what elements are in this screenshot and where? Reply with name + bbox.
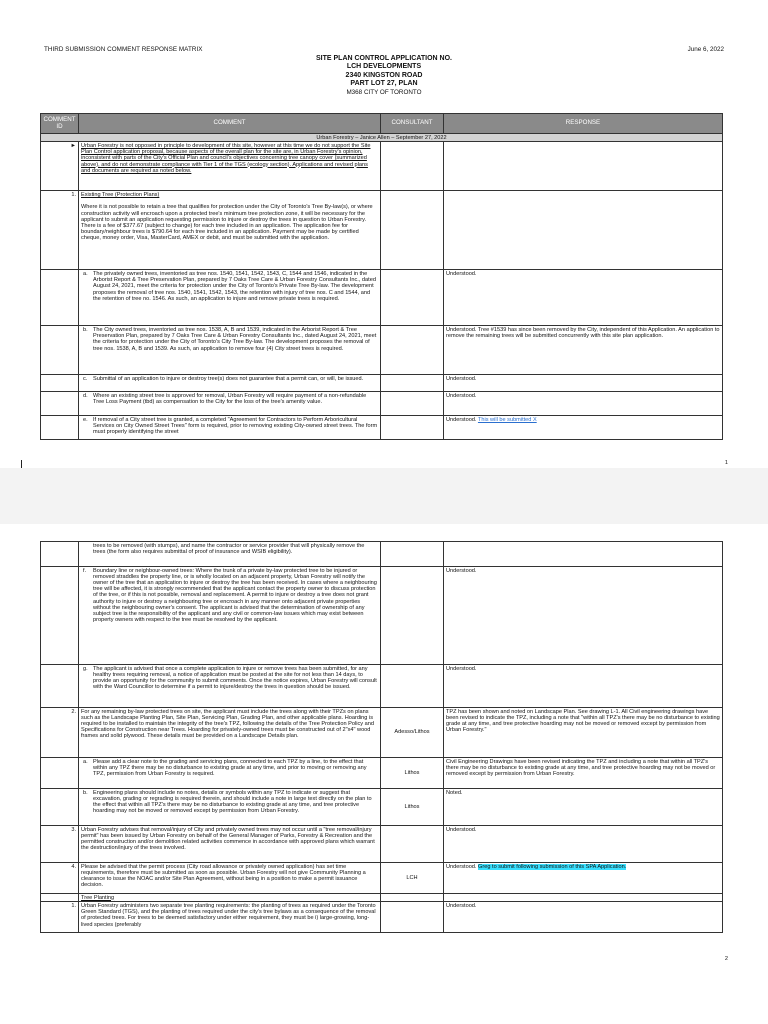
response-cell: Understood.: [444, 392, 723, 416]
comment-cell: [79, 758, 381, 789]
comment-id: [41, 789, 79, 826]
comment-id: [41, 567, 79, 665]
comment-cell: [79, 375, 381, 392]
response-text: Understood.: [446, 863, 477, 870]
comment-id: [41, 392, 79, 416]
table-header-row: [41, 114, 723, 134]
item-title: Existing Tree (Protection Plans): [81, 191, 160, 198]
sub-comment: Submittal of an application to injure or destroy tree(s) does not guarantee that a permit can, or will, be issued.: [93, 375, 364, 382]
text-cursor: [21, 460, 22, 468]
response-cell: [444, 191, 723, 270]
consultant-cell: [381, 392, 444, 416]
section-subtitle: Tree Planting: [79, 894, 381, 902]
consultant-cell: [381, 826, 444, 863]
consultant-cell: [381, 567, 444, 665]
response-text: Understood.: [446, 416, 477, 423]
table-row: [41, 567, 723, 665]
comment-id: 1.: [41, 902, 79, 933]
comment-response-table: [40, 113, 723, 440]
table-row: [41, 542, 723, 567]
highlighted-response: Greg to submit following submission of this SPA Application.: [478, 863, 627, 870]
intro-marker: ►: [41, 142, 79, 191]
comment-id: [41, 665, 79, 708]
sub-comment: Engineering plans should include no notes, details or symbols within any TPZ to indicate or suggest that excavation, grading or regrading is required therein, and should include a note in large text directly on the plan to the effect that within all TPZ's there may be no disturbance to existing grade at any time, and tree protective hoarding may not be moved or removed except by permission from Urban Forestry.: [93, 789, 372, 815]
response-cell: Understood. Tree #1539 has since been removed by the City, independent of this Application. An application to remove the remaining trees will be submitted concurrently with this site plan application.: [444, 326, 723, 375]
comment-cell: Urban Forestry administers two separate tree planting requirements: the planting of trees as required under the Toronto Green Standard (TGS), and the planting of trees required under the city's tree bylaws as a consequence of the removal of protected trees. For trees to be deemed satisfactory under either requirement, they must be i) large-growing, long-lived species (preferably: [79, 902, 381, 933]
comment-cell: [79, 567, 381, 665]
comment-id: 3.: [41, 826, 79, 863]
header-line-3: 2340 KINGSTON ROAD: [345, 71, 423, 79]
header-line-2: LCH DEVELOPMENTS: [346, 63, 422, 71]
sub-letter: g.: [83, 665, 88, 672]
table-row: [41, 326, 723, 375]
response-cell: Understood.: [444, 567, 723, 665]
comment-id: [41, 894, 79, 902]
consultant-cell: [381, 270, 444, 326]
consultant-cell: [381, 665, 444, 708]
comment-id: 4.: [41, 863, 79, 894]
consultant-cell: [381, 902, 444, 933]
document-page-1: [0, 0, 768, 468]
comment-cell: [79, 191, 381, 270]
consultant-cell: [381, 416, 444, 440]
response-cell: [444, 863, 723, 894]
table-row: [41, 270, 723, 326]
comment-cell: Please be advised that the permit process (City road allowance or privately owned application) has set time requirements, therefore must be submitted as soon as possible. Urban Forestry will not give Community Planning a clearance to issue the NOAC and/or Site Plan Agreement, without being in a position to make a permit issuance decision.: [79, 863, 381, 894]
consultant-cell: [381, 326, 444, 375]
response-cell: [444, 894, 723, 902]
sub-comment: Please add a clear note to the grading and servicing plans, connected to each TPZ by a line, to the effect that within any TPZ there may be no disturbance to existing grade at any time, and prior to moving or removing any TPZ, permission from Urban Forestry is required.: [93, 758, 367, 777]
sub-letter: c.: [83, 375, 88, 382]
consultant-cell: [381, 542, 444, 567]
table-row: [41, 894, 723, 902]
sub-comment: The City owned trees, inventoried as tree nos. 1538, A, B and 1539, indicated in the Arborist Report & Tree Preservation Plan, prepared by 7 Oaks Tree Care & Urban Forestry Consultants Inc., dated August 24, 2021, meet the criteria for protection under the City of Toronto's City Tree By-law. The development proposes the removal of tree nos. 1538, A, B and 1539. As such, an application to remove four (4) City street trees is required.: [93, 326, 377, 352]
sub-letter: a.: [83, 758, 88, 765]
response-cell: Understood.: [444, 826, 723, 863]
header-line-5: M368 CITY OF TORONTO: [346, 88, 422, 96]
table-row: [41, 863, 723, 894]
consultant-cell: Lithos: [381, 789, 444, 826]
comment-id: [41, 270, 79, 326]
comment-cell: [79, 270, 381, 326]
response-cell: Understood.: [444, 375, 723, 392]
comment-cell: [79, 665, 381, 708]
sub-comment: The applicant is advised that once a complete application to injure or remove trees has been submitted, for any healthy trees requiring removal, a notice of application must be posted at the site for not less than 14 days, to provide an opportunity for the community to submit comments. Once the notice expires, Urban Forestry will consult with the Ward Councillor to determine if a permit to injure/destroy the trees in question should be issued.: [93, 665, 377, 691]
table-row: [41, 789, 723, 826]
page-gap: [0, 468, 768, 524]
sub-letter: f.: [83, 567, 87, 574]
item-body: Where it is not possible to retain a tree that qualifies for protection under the City of Toronto's Tree By-law(s), or where construction activity will encroach upon a protected tree's minimum tree protection zone, it will be necessary for the applicant to submit an application requesting permission to injure or destroy the trees in question to Urban Forestry. There is a fee of $377.67 (subject to change) for each tree included in an application. The application fee for boundary/neighbour trees is $790.64 for each tree included in an application. Payment may be made by certified cheque, money order, Visa, MasterCard, AMEX or debit, and must be submitted with the application.: [81, 204, 373, 242]
table-row: [41, 708, 723, 758]
column-header-response: RESPONSE: [444, 114, 723, 134]
consultant-cell: Adesso/Lithos: [381, 708, 444, 758]
consultant-cell: LCH: [381, 863, 444, 894]
response-cell: Noted.: [444, 789, 723, 826]
response-cell: TPZ has been shown and noted on Landscape Plan. See drawing L-1. All Civil engineering drawings have been revised to indicate the TPZ, including a note that "within all TPZ's there may be no disturbance to existing grade at any time, and tree protective hoarding may not be moved or removed except by permission from Urban Forestry.": [444, 708, 723, 758]
sub-letter: b.: [83, 789, 88, 796]
comment-response-table-continued: [40, 541, 723, 933]
response-cell: Civil Engineering Drawings have been revised indicating the TPZ and including a note that within all TPZ's there may be no disturbance to existing grade at any time, and tree protective hoarding may not be moved or removed except by permission from Urban Forestry.: [444, 758, 723, 789]
comment-id: [41, 758, 79, 789]
table-row: [41, 191, 723, 270]
sub-letter: e.: [83, 416, 88, 423]
comment-cell: [79, 392, 381, 416]
column-header-comment-id: COMMENT ID: [41, 114, 79, 134]
intro-comment: Urban Forestry is not opposed in principle to development of this site, however at this time we do not support the Site Plan Control application proposal, because aspects of the overall plan for the site are, in Urban Forestry's opinion, inconsistent with parts of the City's Official Plan and council's objectives concerning tree canopy cover (summarized above), and do not demonstrate compliance with Tier 1 of the TGS (ecology section). Applications and revised plans and documents are required as noted below.: [79, 142, 381, 191]
sub-comment-continued: trees to be removed (with stumps), and name the contractor or service provider that will physically remove the trees (the form also requires submittal of proof of insurance and WSIB eligibility).: [93, 542, 365, 555]
sub-letter: b.: [83, 326, 88, 333]
response-cell: Understood.: [444, 902, 723, 933]
document-date: June 6, 2022: [687, 46, 724, 53]
document-title: THIRD SUBMISSION COMMENT RESPONSE MATRIX: [44, 46, 203, 53]
response-cell: [444, 416, 723, 440]
sub-comment: Where an existing street tree is approved for removal, Urban Forestry will require payment of a non-refundable Tree Loss Payment (tbd) as compensation to the City for the loss of the tree's amenity value.: [93, 392, 367, 406]
comment-id: [41, 326, 79, 375]
comment-id: [41, 542, 79, 567]
consultant-cell: Lithos: [381, 758, 444, 789]
comment-id: 2.: [41, 708, 79, 758]
table-row: [41, 665, 723, 708]
page-number: 2: [724, 956, 728, 962]
response-link[interactable]: This will be submitted X: [477, 416, 537, 423]
table-row: [41, 758, 723, 789]
consultant-cell: [381, 894, 444, 902]
response-cell: [444, 542, 723, 567]
comment-cell: For any remaining by-law protected trees on site, the applicant must include the trees along with their TPZs on plans such as the Landscape Planting Plan, Site Plan, Servicing Plan, Grading Plan, and other applicable plans. Hoarding is required to be installed to maintain the integrity of the tree's TPZ, following the details of the Tree Protection Policy and Specifications for Construction near Trees. Hoarding for privately-owned trees must be constructed out of 2"x4" wood frames and solid plywood. These details must be provided on a Landscape Details plan.: [79, 708, 381, 758]
sub-comment: The privately owned trees, inventoried as tree nos. 1540, 1541, 1542, 1543, C, 1544 and 1546, indicated in the Arborist Report & Tree Preservation Plan, prepared by 7 Oaks Tree Care & Urban Forestry Consultants Inc., dated August 24, 2021, meet the criteria for protection under the City of Toronto's Private Tree By-law. The development proposes the removal of tree nos. 1540, 1541, 1542, 1543, the retention with injury of tree nos. C and 1544, and the retention of tree no. 1546. As such, an application to injure and remove private trees is required.: [93, 270, 376, 302]
table-row: [41, 826, 723, 863]
section-title: Urban Forestry – Janice Allen – September 27, 2022: [41, 134, 723, 142]
comment-cell: [79, 789, 381, 826]
comment-cell: Urban Forestry advises that removal/injury of City and privately owned trees may not occur until a "tree removal/injury permit" has been issued by Urban Forestry on behalf of the General Manager of Parks, Forestry & Recreation and the permitted construction and/or demolition related activities commence in accordance with approved plans which warrant the destruction/injury of the trees involved.: [79, 826, 381, 863]
consultant-cell: [381, 375, 444, 392]
sub-comment: Boundary line or neighbour-owned trees: Where the trunk of a private by-law protected tree to be injured or removed straddles the property line, or is wholly located on an adjacent property, Urban Forestry will notify the owner of the tree that an application to injure or destroy the tree has been received. In cases where a neighbouring tree will be affected, it is strongly recommended that the applicant contact the property owner to discuss protection of the tree, or if this is not possible, removal and replacement. A permit to injure or destroy a tree does not grant authority to injure or destroy a neighbouring tree or encroach in any manner onto adjacent private properties without the neighbouring owner's consent. The applicant is advised that the determination of ownership of any subject tree is the responsibility of the applicant and any civil or common-law issues which may exist between property owners with respect to the tree must be resolved by the applicant.: [93, 567, 377, 624]
page-number: 1: [724, 460, 728, 466]
section-header-row: [41, 134, 723, 142]
application-header: [0, 55, 768, 97]
comment-cell: [79, 542, 381, 567]
table-row: [41, 392, 723, 416]
response-cell: Understood.: [444, 665, 723, 708]
consultant-cell: [381, 142, 444, 191]
table-row: [41, 142, 723, 191]
header-line-4: PART LOT 27, PLAN: [350, 80, 418, 88]
sub-comment: If removal of a City street tree is granted, a completed "Agreement for Contractors to Perform Arboricultural Services on City Owned Street Trees" form is required, prior to removing existing City-owned street trees. The form must properly identifying the street: [93, 416, 378, 436]
comment-cell: [79, 416, 381, 440]
column-header-comment: COMMENT: [79, 114, 381, 134]
column-header-consultant: CONSULTANT: [381, 114, 444, 134]
sub-letter: d.: [83, 392, 88, 399]
table-row: [41, 902, 723, 933]
comment-id: [41, 375, 79, 392]
response-cell: [444, 142, 723, 191]
response-cell: Understood.: [444, 270, 723, 326]
comment-id: 1.: [41, 191, 79, 270]
comment-cell: [79, 326, 381, 375]
sub-letter: a.: [83, 270, 88, 277]
table-row: [41, 416, 723, 440]
consultant-cell: [381, 191, 444, 270]
table-row: [41, 375, 723, 392]
header-line-1: SITE PLAN CONTROL APPLICATION NO.: [316, 55, 452, 62]
comment-id: [41, 416, 79, 440]
